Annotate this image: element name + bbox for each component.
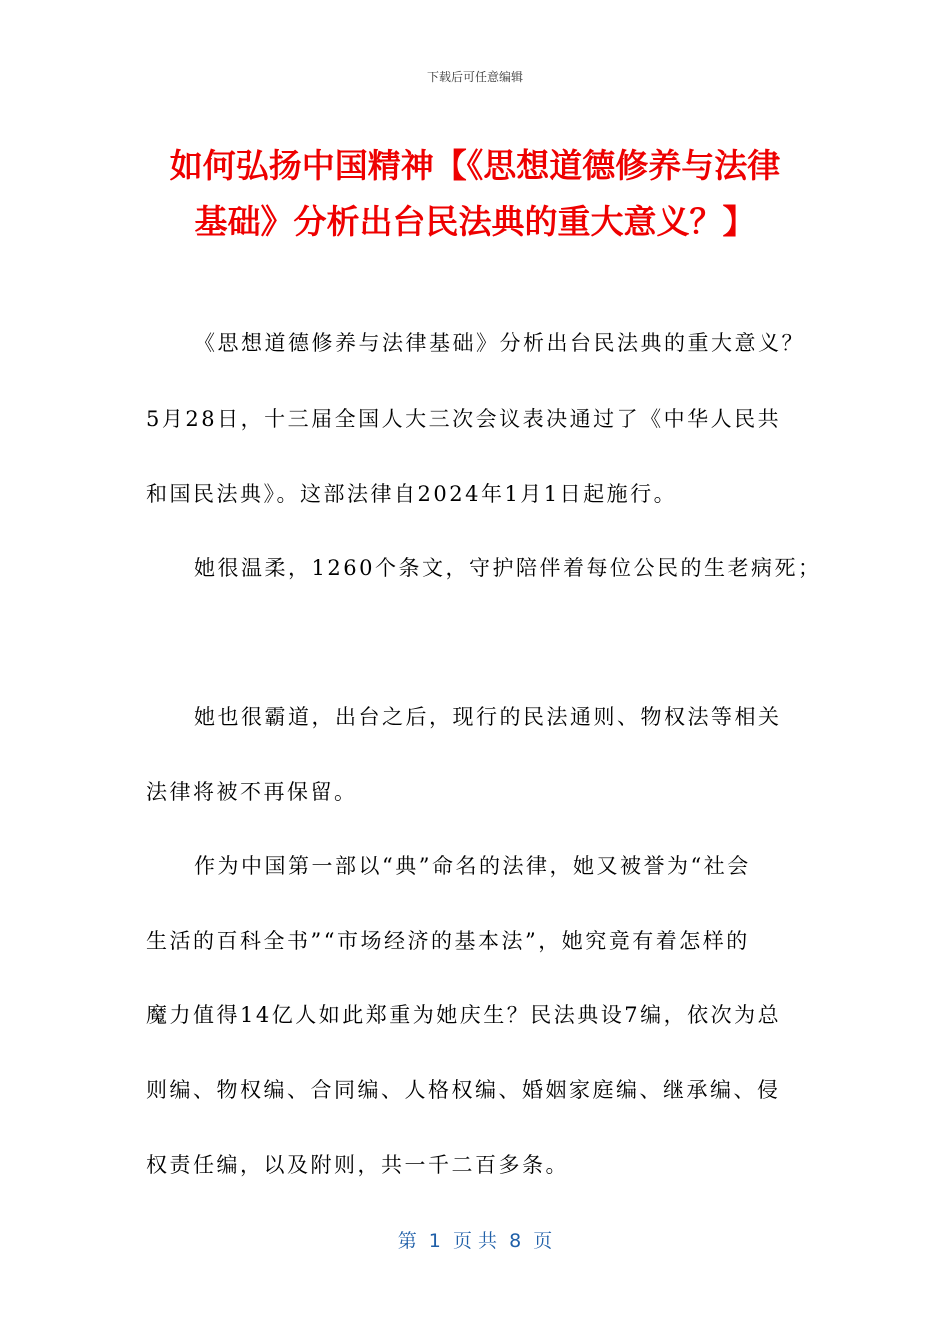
body-line: 则编、物权编、合同编、人格权编、婚姻家庭编、继承编、侵 (146, 1078, 781, 1102)
body-line: 她很温柔，1260个条文，守护陪伴着每位公民的生老病死； (194, 556, 822, 580)
body-line: 权责任编，以及附则，共一千二百多条。 (146, 1153, 569, 1177)
body-line: 和国民法典》。这部法律自2024年1月1日起施行。 (146, 482, 678, 506)
title-line-2: 基础》分析出台民法典的重大意义？】 (194, 202, 756, 241)
body-line: 生活的百科全书”“市场经济的基本法”，她究竟有着怎样的 (146, 929, 750, 953)
body-line: 法律将被不再保留。 (146, 780, 358, 804)
header-note: 下载后可任意编辑 (426, 70, 523, 84)
body-line: 《思想道德修养与法律基础》分析出台民法典的重大意义？ (194, 331, 805, 355)
body-line: 5月28日，十三届全国人大三次会议表决通过了《中华人民共 (146, 407, 782, 431)
document-title (120, 138, 830, 250)
body-line: 作为中国第一部以“典”命名的法律，她又被誉为“社会 (194, 854, 751, 878)
body-line: 魔力值得14亿人如此郑重为她庆生？民法典设7编，依次为总 (146, 1003, 782, 1027)
body-line: 她也很霸道，出台之后，现行的民法通则、物权法等相关 (194, 705, 782, 729)
title-line-1: 如何弘扬中国精神【《思想道德修养与法律 (169, 146, 781, 185)
page-number-footer: 第 1 页 共 8 页 (397, 1230, 553, 1252)
